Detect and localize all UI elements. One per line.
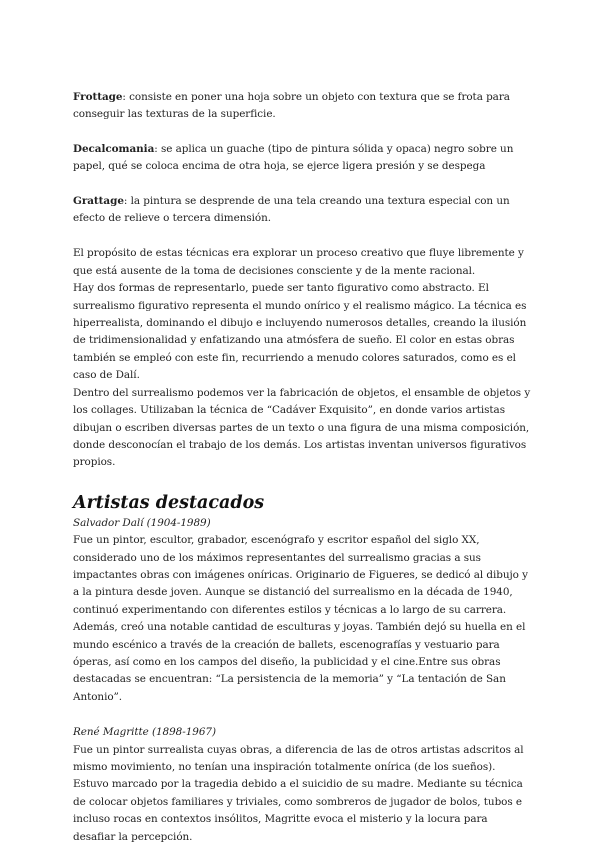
technique-description: : consiste en poner una hoja sobre un objeto con textura que se frota para conseguir las texturas de la superficie. (73, 91, 510, 121)
intro-paragraph-objects: Dentro del surrealismo podemos ver la fabricación de objetos, el ensamble de objetos y los collages. Utilizaban la técnica de “Cadáver Exquisito”, en donde varios artistas dibujan o escriben diversas partes de un texto o una figura de una misma composición, donde desconocían el trabajo de los demás. Los artistas inventan universos figurativos propios. (73, 386, 531, 469)
artist-name-dali: Salvador Dalí (1904-1989) (73, 516, 211, 529)
technique-term: Grattage (73, 194, 124, 207)
technique-decalcomania (73, 141, 533, 176)
technique-description: : la pintura se desprende de una tela creando una textura especial con un efecto de relieve o tercera dimensión. (73, 194, 510, 225)
artist-bio-dali: Fue un pintor, escultor, grabador, escenógrafo y escritor español del siglo XX, considerado uno de los máximos representantes del surrealismo gracias a sus impactantes obras con imágenes oníricas. Originario de Figueres, se dedicó al dibujo y a la pintura desde joven. Aunque se distanció del surrealismo en la década de 1940, continuó experimentando con diferentes estilos y técnicas a lo largo de su carrera. Además, creó una notable cantidad de esculturas y joyas. También dejó su huella en el mundo escénico a través de la creación de ballets, escenografías y vestuario para óperas, así como en los campos del diseño, la publicidad y el cine.Entre sus obras destacadas se encuentran: “La persistencia de la memoria” y “La tentación de San Antonio”. (73, 534, 528, 703)
section-heading: Artistas destacados (73, 492, 265, 513)
technique-term: Decalcomania (73, 142, 155, 155)
technique-description: : se aplica un guache (tipo de pintura sólida y opaca) negro sobre un papel, qué se coloca encima de otra hoja, se ejerce ligera presión y se despega (73, 142, 514, 173)
technique-grattage (73, 193, 533, 228)
artist-bio-magritte: Fue un pintor surrealista cuyas obras, a diferencia de las de otros artistas adscritos al mismo movimiento, no tenían una inspiración totalmente onírica (de los sueños). Estuvo marcado por la tragedia debido a el suicidio de su madre. Mediante su técnica de colocar objetos familiares y triviales, como sombreros de jugador de bolos, tubos e incluso rocas en contextos insólitos, Magritte evoca el misterio y la locura para desafiar la percepción. (73, 743, 524, 843)
document-content (73, 89, 533, 846)
technique-frottage (73, 89, 533, 124)
artist-name-magritte: René Magritte (1898-1967) (73, 726, 216, 739)
technique-term: Frottage (73, 91, 123, 103)
intro-paragraph-forms: Hay dos formas de representarlo, puede ser tanto figurativo como abstracto. El surrealismo figurativo representa el mundo onírico y el realismo mágico. La técnica es hiperrealista, dominando el dibujo e incluyendo numerosos detalles, creando la ilusión de tridimensionalidad y enfatizando una atmósfera de sueño. El color en estas obras también se empleó con este fin, recurriendo a menudo colores saturados, como es el caso de Dalí. (73, 282, 527, 382)
intro-paragraph-purpose: El propósito de estas técnicas era explorar un proceso creativo que fluye libremente y que está ausente de la toma de decisiones consciente y de la mente racional. (73, 247, 524, 277)
